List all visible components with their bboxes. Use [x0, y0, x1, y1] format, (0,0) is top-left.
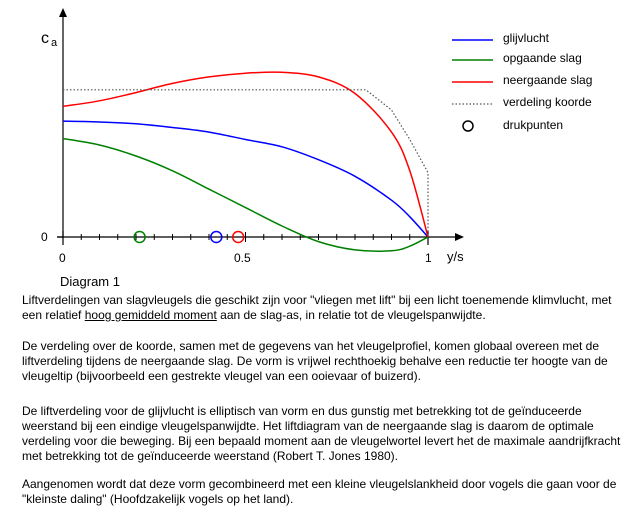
paragraph-3-text: De liftverdeling voor de glijvlucht is elliptisch van vorm en dus gunstig met betrekking tot de geïnduceerde weerstand bij een eindige vleugelspanwijdte. Het liftdiagram van de neergaande slag is daarom de optimale verdeling voor die beweging. Bij een bepaald moment aan de vleugelwortel levert het de maximale aandrijfkracht met betrekking tot de geïnduceerde weerstand (Robert T. Jones 1980).	[22, 404, 621, 463]
x-axis-arrow	[455, 233, 464, 241]
paragraph-2-text: De verdeling over de koorde, samen met de gegevens van het vleugelprofiel, komen globaal overeen met de liftverdeling tijdens de neergaande slag. De vorm is vrijwel rechthoekig behalve een reductie ter hoogte van de vleugeltip (bijvoorbeeld een gestrekte vleugel van een ooievaar of buizerd).	[22, 339, 608, 383]
legend-label-drukpunten: drukpunten	[503, 118, 564, 132]
y-axis-label-subscript: a	[51, 37, 58, 49]
series-glijvlucht	[63, 121, 428, 237]
paragraph-1-after: aan de slag-as, in relatie tot de vleugelspanwijdte.	[216, 308, 486, 322]
series-verdeling-koorde	[63, 90, 428, 237]
paragraph-1	[22, 293, 634, 323]
legend-label-opgaande-slag: opgaande slag	[503, 51, 582, 65]
paragraph-3	[22, 404, 634, 464]
legend	[452, 31, 592, 132]
y-axis-label: c	[41, 30, 49, 47]
x-tick-label-0: 0	[59, 251, 66, 265]
legend-label-verdeling-koorde: verdeling koorde	[503, 95, 592, 109]
legend-label-neergaande-slag: neergaande slag	[503, 73, 593, 87]
diagram-caption: Diagram 1	[60, 274, 120, 289]
plot-series	[63, 72, 428, 251]
paragraph-1-underlined: hoog gemiddeld moment	[84, 308, 217, 322]
paragraph-4-text: Aangenomen wordt dat deze vorm gecombineerd met een kleine vleugelslankheid door vogels die gaan voor de "kleinste daling" (Hoofdzakelijk vogels op het land).	[22, 477, 617, 506]
y-tick-label-0: 0	[41, 230, 48, 244]
legend-label-glijvlucht: glijvlucht	[503, 31, 550, 45]
paragraph-4	[22, 477, 634, 507]
paragraph-1-before: Liftverdelingen van slagvleugels die geschikt zijn voor "vliegen met lift" bij een licht toenemende klimvlucht, met een relatief	[22, 293, 612, 322]
legend-marker-drukpunten	[463, 121, 473, 131]
x-axis-label: y/s	[447, 249, 464, 264]
paragraph-2	[22, 339, 634, 384]
x-tick-label-0.5: 0.5	[234, 251, 251, 265]
series-neergaande-slag	[63, 72, 428, 237]
y-axis-arrow	[59, 8, 67, 17]
x-tick-label-1: 1	[425, 251, 432, 265]
